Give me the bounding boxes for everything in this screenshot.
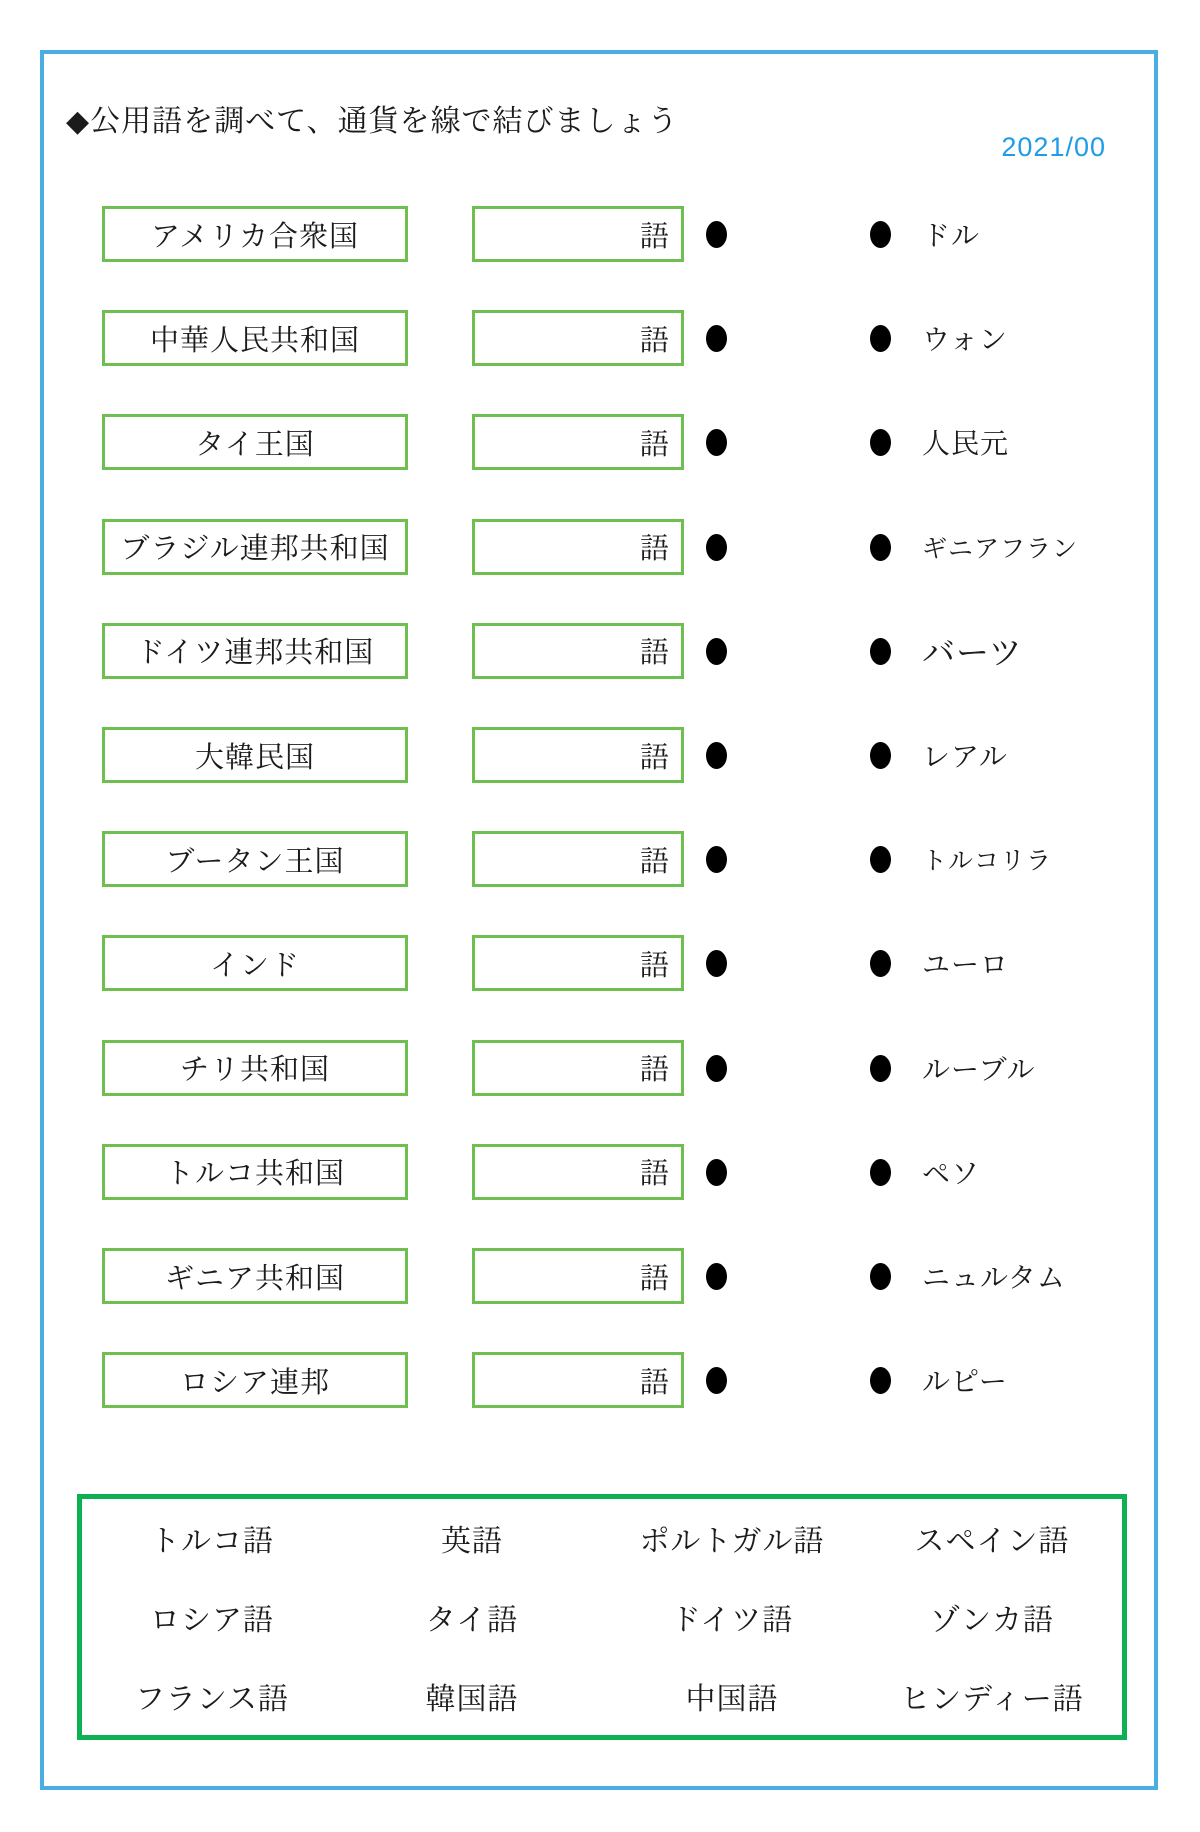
match-row <box>44 310 1154 366</box>
word-bank-item: タイ語 <box>425 1603 519 1637</box>
country-label: ブラジル連邦共和国 <box>120 533 390 566</box>
language-suffix-label: 語 <box>639 1054 669 1087</box>
connector-dot-right[interactable] <box>870 429 891 456</box>
word-bank-item: ヒンディー語 <box>900 1682 1084 1716</box>
language-suffix-label: 語 <box>639 428 669 461</box>
language-answer-box[interactable] <box>472 1040 684 1096</box>
country-box <box>102 414 408 470</box>
language-answer-box[interactable] <box>472 206 684 262</box>
word-bank-item: 英語 <box>441 1525 503 1559</box>
language-answer-box[interactable] <box>472 519 684 575</box>
language-answer-box[interactable] <box>472 1352 684 1408</box>
country-box <box>102 727 408 783</box>
match-row <box>44 1040 1154 1096</box>
language-answer-box[interactable] <box>472 1144 684 1200</box>
word-bank-grid <box>82 1499 1122 1735</box>
connector-dot-left[interactable] <box>706 1159 727 1186</box>
connector-dot-left[interactable] <box>706 221 727 248</box>
match-row <box>44 414 1154 470</box>
connector-dot-left[interactable] <box>706 638 727 665</box>
country-box <box>102 1144 408 1200</box>
connector-dot-right[interactable] <box>870 1055 891 1082</box>
connector-dot-right[interactable] <box>870 325 891 352</box>
connector-dot-right[interactable] <box>870 846 891 873</box>
match-row <box>44 623 1154 679</box>
match-row <box>44 831 1154 887</box>
connector-dot-right[interactable] <box>870 534 891 561</box>
word-bank-item: ポルトガル語 <box>639 1525 825 1559</box>
connector-dot-right[interactable] <box>870 638 891 665</box>
country-box <box>102 831 408 887</box>
currency-label: ニュルタム <box>922 1262 1066 1293</box>
worksheet-title: ◆公用語を調べて、通貨を線で結びましょう <box>66 105 679 138</box>
currency-label: 人民元 <box>922 428 1010 460</box>
language-suffix-label: 語 <box>639 1262 669 1295</box>
match-row <box>44 1144 1154 1200</box>
connector-dot-right[interactable] <box>870 742 891 769</box>
currency-label: レアル <box>922 741 1008 772</box>
word-bank-item: ドイツ語 <box>670 1603 794 1637</box>
currency-label: ウォン <box>922 324 1008 356</box>
word-bank-item: トルコ語 <box>150 1525 274 1559</box>
word-bank-item: スペイン語 <box>914 1525 1070 1559</box>
word-bank-item: ロシア語 <box>150 1603 274 1637</box>
country-label: アメリカ合衆国 <box>151 220 359 253</box>
connector-dot-right[interactable] <box>870 1159 891 1186</box>
connector-dot-left[interactable] <box>706 1055 727 1082</box>
language-suffix-label: 語 <box>639 533 669 566</box>
worksheet-date: 2021/00 <box>1001 132 1106 162</box>
currency-label: トルコリラ <box>922 847 1053 876</box>
currency-label: ルピー <box>922 1366 1008 1398</box>
connector-dot-right[interactable] <box>870 221 891 248</box>
connector-dot-left[interactable] <box>706 742 727 769</box>
word-bank-item: 中国語 <box>685 1682 779 1716</box>
connector-dot-right[interactable] <box>870 1367 891 1394</box>
country-box <box>102 519 408 575</box>
match-row <box>44 727 1154 783</box>
connector-dot-left[interactable] <box>706 534 727 561</box>
country-box <box>102 935 408 991</box>
match-row <box>44 519 1154 575</box>
language-answer-box[interactable] <box>472 1248 684 1304</box>
country-box <box>102 1248 408 1304</box>
country-label: チリ共和国 <box>179 1054 330 1087</box>
language-suffix-label: 語 <box>639 324 669 357</box>
language-suffix-label: 語 <box>639 1366 669 1399</box>
worksheet-frame <box>40 50 1158 1790</box>
language-suffix-label: 語 <box>639 637 669 670</box>
connector-dot-left[interactable] <box>706 429 727 456</box>
currency-label: バーツ <box>922 634 1023 672</box>
country-label: ギニア共和国 <box>164 1262 345 1295</box>
word-bank-item: フランス語 <box>134 1682 290 1716</box>
connector-dot-right[interactable] <box>870 1263 891 1290</box>
country-box <box>102 206 408 262</box>
language-suffix-label: 語 <box>639 741 669 774</box>
match-row <box>44 1248 1154 1304</box>
match-row <box>44 935 1154 991</box>
country-box <box>102 1040 408 1096</box>
language-answer-box[interactable] <box>472 935 684 991</box>
currency-label: ドル <box>922 220 981 251</box>
country-box <box>102 1352 408 1408</box>
word-bank-item: 韓国語 <box>425 1682 519 1716</box>
country-label: 中華人民共和国 <box>149 324 360 357</box>
country-label: ブータン王国 <box>165 845 345 878</box>
country-box <box>102 310 408 366</box>
language-answer-box[interactable] <box>472 414 684 470</box>
currency-label: ペソ <box>922 1157 981 1189</box>
language-answer-box[interactable] <box>472 310 684 366</box>
language-suffix-label: 語 <box>639 220 669 253</box>
country-label: 大韓民国 <box>194 741 315 774</box>
word-bank-box <box>77 1494 1127 1740</box>
country-label: タイ王国 <box>195 428 315 461</box>
currency-label: ギニアフラン <box>922 534 1079 563</box>
language-answer-box[interactable] <box>472 831 684 887</box>
currency-label: ユーロ <box>922 949 1010 981</box>
connector-dot-right[interactable] <box>870 950 891 977</box>
language-answer-box[interactable] <box>472 623 684 679</box>
connector-dot-left[interactable] <box>706 1367 727 1394</box>
country-label: ロシア連邦 <box>179 1366 330 1399</box>
match-row <box>44 206 1154 262</box>
language-answer-box[interactable] <box>472 727 684 783</box>
country-label: インド <box>209 949 300 982</box>
connector-dot-left[interactable] <box>706 846 727 873</box>
currency-label: ルーブル <box>922 1053 1036 1085</box>
connector-dot-left[interactable] <box>706 325 727 352</box>
language-suffix-label: 語 <box>639 949 669 982</box>
country-label: トルコ共和国 <box>164 1158 345 1191</box>
country-box <box>102 623 408 679</box>
connector-dot-left[interactable] <box>706 950 727 977</box>
word-bank-item: ゾンカ語 <box>930 1603 1054 1637</box>
connector-dot-left[interactable] <box>706 1263 727 1290</box>
language-suffix-label: 語 <box>639 845 669 878</box>
country-label: ドイツ連邦共和国 <box>135 637 375 670</box>
match-row <box>44 1352 1154 1408</box>
language-suffix-label: 語 <box>639 1158 669 1191</box>
